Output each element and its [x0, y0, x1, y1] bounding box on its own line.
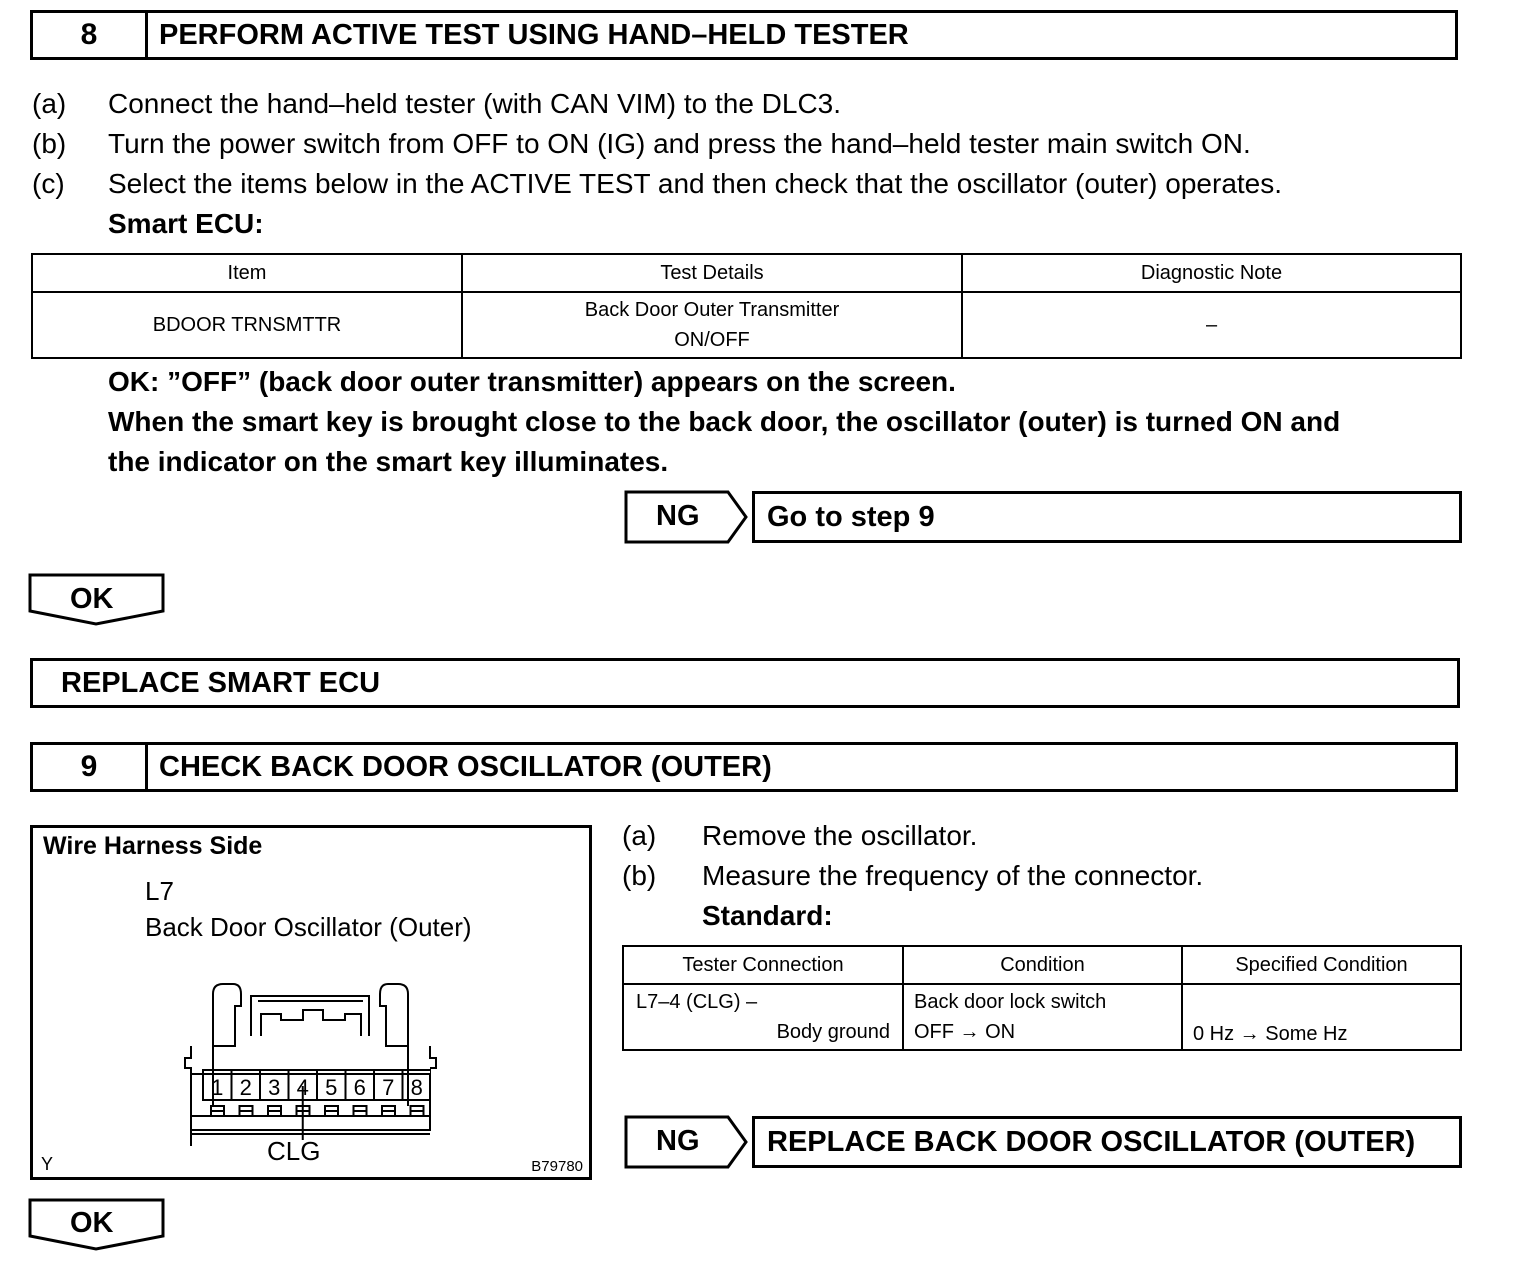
table-row — [32, 292, 1461, 358]
pin-number: 5 — [325, 1075, 338, 1100]
pin-number: 7 — [382, 1075, 395, 1100]
ok-label: OK — [70, 1207, 114, 1239]
table-header-row — [623, 946, 1461, 984]
connector-id: L7 — [145, 876, 174, 906]
pin-number: 1 — [211, 1075, 224, 1100]
table-cell — [462, 292, 962, 358]
table-header: Diagnostic Note — [962, 254, 1461, 292]
cell-line: L7–4 (CLG) – — [636, 991, 758, 1013]
figure-title: Wire Harness Side — [43, 832, 263, 860]
cell-line: OFF → ON — [914, 1021, 1016, 1043]
criteria-line: the indicator on the smart key illuminates. — [108, 446, 669, 477]
connector-figure — [30, 825, 592, 1180]
item-label: (a) — [32, 88, 67, 119]
figure-code: B79780 — [531, 1158, 583, 1175]
item-label: (c) — [32, 168, 65, 199]
step-number: 9 — [33, 745, 148, 789]
step-number: 8 — [33, 13, 148, 57]
table-header-row — [32, 254, 1461, 292]
table-cell: BDOOR TRNSMTTR — [32, 292, 462, 358]
pin-number: 2 — [239, 1075, 252, 1100]
connector-name: Back Door Oscillator (Outer) — [145, 912, 472, 942]
ng-action-text: REPLACE BACK DOOR OSCILLATOR (OUTER) — [767, 1125, 1416, 1158]
pin-number: 4 — [296, 1075, 309, 1100]
table-cell — [623, 984, 903, 1050]
replace-smart-ecu-box — [30, 658, 1460, 708]
ng-action-text: Go to step 9 — [767, 500, 935, 533]
corner-left-label: Y — [41, 1154, 54, 1174]
pin-labels — [203, 1075, 433, 1101]
table-header: Tester Connection — [623, 946, 903, 984]
step-8-header — [30, 10, 1458, 60]
item-label: (a) — [622, 820, 657, 851]
table-cell — [1182, 984, 1461, 1050]
item-text: Remove the oscillator. — [702, 820, 978, 851]
criteria-line: When the smart key is brought close to the back door, the oscillator (outer) is turned ON and — [108, 406, 1341, 437]
pin-number: 6 — [353, 1075, 366, 1100]
criteria-line: OK: ”OFF” (back door outer transmitter) appears on the screen. — [108, 366, 956, 397]
ng-action-box — [752, 1116, 1462, 1168]
table-cell: – — [962, 292, 1461, 358]
ng-label: NG — [656, 500, 700, 532]
step-title: PERFORM ACTIVE TEST USING HAND–HELD TESTER — [159, 18, 909, 51]
ok-label: OK — [70, 583, 114, 615]
step-title: CHECK BACK DOOR OSCILLATOR (OUTER) — [159, 750, 772, 783]
step-9-header — [30, 742, 1458, 792]
table-header: Test Details — [462, 254, 962, 292]
item-text: Turn the power switch from OFF to ON (IG) and press the hand–held tester main switch ON. — [108, 128, 1251, 159]
item-text: Select the items below in the ACTIVE TEST and then check that the oscillator (outer) operates. — [108, 168, 1283, 199]
ng-action-box — [752, 491, 1462, 543]
cell-line: Back Door Outer Transmitter — [584, 299, 840, 321]
table-header: Item — [32, 254, 462, 292]
item-text: Connect the hand–held tester (with CAN VIM) to the DLC3. — [108, 88, 842, 119]
cell-line: Back door lock switch — [914, 991, 1107, 1013]
table-header: Specified Condition — [1182, 946, 1461, 984]
item-label: (b) — [32, 128, 67, 159]
standard-table — [622, 945, 1462, 1051]
item-label: (b) — [622, 860, 657, 891]
ng-label: NG — [656, 1125, 700, 1157]
pin-number: 8 — [410, 1075, 423, 1100]
subheading: Standard: — [702, 900, 833, 931]
item-text: Measure the frequency of the connector. — [702, 860, 1204, 891]
active-test-table — [31, 253, 1462, 359]
pin-number: 3 — [268, 1075, 281, 1100]
table-header: Condition — [903, 946, 1182, 984]
result-text: REPLACE SMART ECU — [61, 666, 381, 699]
subheading: Smart ECU: — [108, 208, 264, 239]
pin-label-clg: CLG — [267, 1136, 321, 1166]
cell-line: 0 Hz → Some Hz — [1193, 1023, 1348, 1045]
table-row — [623, 984, 1461, 1050]
table-cell — [903, 984, 1182, 1050]
cell-line: ON/OFF — [674, 329, 750, 351]
cell-line: Body ground — [776, 1021, 890, 1043]
